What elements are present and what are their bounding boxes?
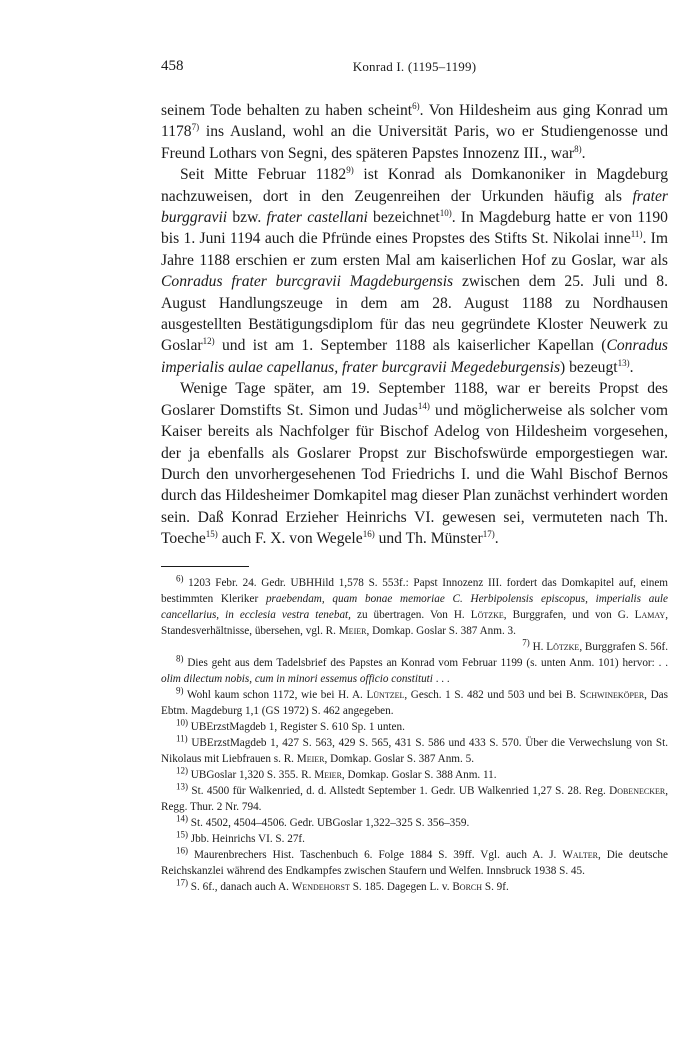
- footnote-ref[interactable]: 10): [439, 207, 452, 218]
- paragraph-3: Wenige Tage später, am 19. September 1188, war er bereits Propst des Goslarer Domstifts St. Simon und Judas$^{14)}$ und möglicherweise als solcher vom Kaiser bereits als Nachfolger für Bischof Adelog von Hildesheim vorgesehen, der ja ebenfalls als Goslarer Propst zur Bischofswürde emporgestiegen war. Durch den unvorhergesehenen Tod Friedrichs I. und die Wahl Bischof Bernos durch das Hildesheimer Domkapitel mag dieser Plan zunächst verhindert worden sein. Daß Konrad Erzieher Heinrichs VI. gewesen sei, vermuteten nach Th. Toeche$^{15)}$ auch F. X. von Wegele$^{16)}$ und Th. Münster$^{17)}$.: [161, 380, 668, 548]
- latin-phrase: frater castellani: [266, 209, 368, 227]
- footnote-ref[interactable]: 13): [617, 357, 630, 368]
- footnote-12: $^{12)}$ UBGoslar 1,320 S. 355. R. Meier, Domkap. Goslar S. 388 Anm. 11.: [176, 764, 497, 781]
- footnote-number: 12): [176, 764, 188, 775]
- footnote-number: 9): [176, 684, 184, 695]
- footnote-number: 15): [176, 828, 188, 839]
- footnote-13: $^{13)}$ St. 4500 für Walkenried, d. d. Allstedt September 1. Gedr. UB Walkenried 1,27 S. 28. Reg. Dobenecker, Regg. Thur. 2 Nr. 794.: [161, 780, 668, 813]
- footnote-number: 17): [176, 876, 188, 887]
- footnote-15: $^{15)}$ Jbb. Heinrichs VI. S. 27f.: [176, 828, 305, 845]
- footnote-ref[interactable]: 6): [412, 100, 420, 111]
- footnote-number: 11): [176, 732, 188, 743]
- footnote-ref[interactable]: 9): [346, 165, 354, 176]
- footnote-number: 16): [176, 844, 188, 855]
- footnote-ref[interactable]: 16): [362, 528, 375, 539]
- footnote-ref[interactable]: 12): [202, 336, 215, 347]
- footnotes: [161, 572, 668, 895]
- page-header: [161, 58, 668, 82]
- footnote-17: $^{17)}$ S. 6f., danach auch A. Wendehorst S. 185. Dagegen L. v. Borch S. 9f.: [176, 876, 509, 893]
- footnote-number: 6): [176, 572, 184, 583]
- footnote-11: $^{11)}$ UBErzstMagdeb 1, 427 S. 563, 429 S. 565, 431 S. 586 und 433 S. 570. Über die Verwechslung von St. Nikolaus mit Liebfrauen s. R. Meier, Domkap. Goslar S. 387 Anm. 5.: [161, 732, 668, 765]
- footnote-9: $^{9)}$ Wohl kaum schon 1172, wie bei H. A. Lüntzel, Gesch. 1 S. 482 und 503 und bei B. Schwineköper, Das Ebtm. Magdeburg 1,1 (GS 1972) S. 462 angegeben.: [161, 684, 668, 717]
- footnote-ref[interactable]: 17): [482, 528, 495, 539]
- running-title: Konrad I. (1195–1199): [352, 59, 477, 74]
- latin-phrase: frater burggravii: [161, 187, 668, 227]
- footnote-6: $^{6)}$ 1203 Febr. 24. Gedr. UBHHild 1,578 S. 553f.: Papst Innozenz III. fordert das Domkapitel auf, einem bestimmten Kleriker praebendam, quam bonae memoriae C. Herbipolensis episcopus, imperialis aule cancellarius, in ecclesia vestra tenebat, zu übertragen. Von H. Lötzke, Burggrafen, und von G. Lamay, Standesverhältnisse, übersehen, vgl. R. Meier, Domkap. Goslar S. 387 Anm. 3. $^{7)}$ H. Lötzke, Burggrafen S. 56f.: [161, 572, 668, 653]
- footnote-number: 7): [522, 636, 530, 647]
- footnote-ref[interactable]: 14): [417, 400, 430, 411]
- footnote-ref[interactable]: 15): [205, 528, 218, 539]
- footnote-8: $^{8)}$ Dies geht aus dem Tadelsbrief des Papstes an Konrad vom Februar 1199 (s. unten Anm. 101) hervor: . . olim dilectum nobis, cum in minori essemus officio constituti . . .: [161, 652, 668, 685]
- footnote-number: 8): [176, 652, 184, 663]
- footnote-ref[interactable]: 7): [191, 122, 200, 133]
- footnote-ref[interactable]: 8): [574, 143, 582, 154]
- footnote-ref[interactable]: 11): [630, 229, 643, 240]
- footnote-16: $^{16)}$ Maurenbrechers Hist. Taschenbuch 6. Folge 1884 S. 39ff. Vgl. auch A. J. Walter, Die deutsche Reichskanzlei während des Endkampfes zwischen Staufern und Welfen. Innsbruck 1938 S. 45.: [161, 844, 668, 877]
- footnote-number: 10): [176, 716, 188, 727]
- footnote-7: $^{7)}$ H. Lötzke, Burggrafen S. 56f.: [522, 636, 668, 653]
- latin-phrase: Conradus imperialis aulae capellanus, frater burcgravii Megedeburgensis: [161, 337, 668, 376]
- footnote-divider: [161, 566, 249, 567]
- book-page: [161, 58, 668, 895]
- footnote-number: 13): [176, 780, 188, 791]
- page-number: 458: [161, 58, 184, 74]
- latin-phrase: Conradus frater burcgravii Magdeburgensis: [161, 273, 454, 291]
- footnote-number: 14): [176, 812, 188, 823]
- paragraph-1: seinem Tode behalten zu haben scheint$^{6)}$. Von Hildesheim aus ging Konrad um 1178$^{7)}$ ins Ausland, wohl an die Universität Paris, wo er Studiengenosse und Freund Lothars von Segni, des späteren Papstes Innozenz III., war$^{8)}$.: [161, 100, 668, 162]
- footnote-14: $^{14)}$ St. 4502, 4504–4506. Gedr. UBGoslar 1,322–325 S. 356–359.: [176, 812, 470, 829]
- main-text: [161, 100, 668, 550]
- paragraph-2: Seit Mitte Februar 1182$^{9)}$ ist Konrad als Domkanoniker in Magdeburg nachzuweisen, dort in den Zeugenreihen der Urkunden häufig als frater burggravii bzw. frater castellani bezeichnet$^{10)}$. In Magdeburg hatte er von 1190 bis 1. Juni 1194 auch die Pfründe eines Propstes des Stifts St. Nikolai inne$^{11)}$. Im Jahre 1188 erschien er zum ersten Mal am kaiserlichen Hof zu Goslar, war als Conradus frater burcgravii Magdeburgensis zwischen dem 25. Juli und 8. August Handlungszeuge in dem am 28. August 1188 zu Nordhausen ausgestellten Bestätigungsdiplom für das neu gegründete Kloster Neuwerk zu Goslar$^{12)}$ und ist am 1. September 1188 als kaiserlicher Kapellan (Conradus imperialis aulae capellanus, frater burcgravii Megedeburgensis) bezeugt$^{13)}$.: [161, 165, 668, 376]
- footnote-10: $^{10)}$ UBErzstMagdeb 1, Register S. 610 Sp. 1 unten.: [176, 716, 405, 733]
